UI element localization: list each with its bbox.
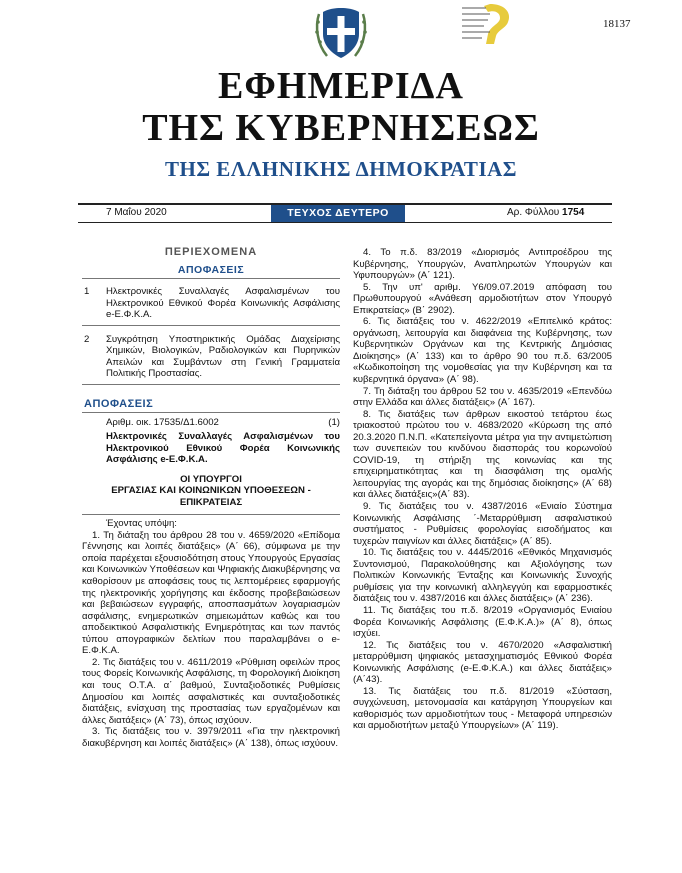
digital-signature-stamp-icon — [460, 0, 522, 46]
toc-item-text: Συγκρότηση Υποστηρικτικής Ομάδας Διαχείρισης Χημικών, Βιολογικών, Ραδιολογικών και Πυρηνικών Απειλών και Συμβάντων στη Γενική Γραμματεία Πολιτικής Προστασίας. — [106, 333, 340, 380]
decision-title: Ηλεκτρονικές Συναλλαγές Ασφαλισμένων του Ηλεκτρονικού Εθνικού Φορέα Κοινωνικής Ασφάλισης e-Ε.Φ.Κ.Α. — [106, 431, 340, 466]
authority-line: ΕΡΓΑΣΙΑΣ ΚΑΙ ΚΟΙΝΩΝΙΚΩΝ ΥΠΟΘΕΣΕΩΝ - — [111, 485, 311, 497]
masthead-republic: ΤΗΣ ΕΛΛΗΝΙΚΗΣ ΔΗΜΟΚΡΑΤΙΑΣ — [164, 157, 518, 181]
left-column — [82, 247, 340, 749]
sheet-number-label: Αρ. Φύλλου — [507, 207, 560, 218]
masthead-subtitle: ΤΗΣ ΚΥΒΕΡΝΗΣΕΩΣ — [142, 107, 540, 149]
issue-bar-bottom-rule — [78, 222, 612, 223]
toc-item-number: 2 — [84, 333, 90, 345]
masthead-title: ΕΦΗΜΕΡΙΔΑ — [218, 65, 464, 107]
toc-item-text: Ηλεκτρονικές Συναλλαγές Ασφαλισμένων του Ηλεκτρονικού Εθνικού Φορέα Κοινωνικής Ασφάλισης e-Ε.Φ.Κ.Α. — [106, 286, 340, 321]
recital-paragraph: 5. Την υπ' αριθμ. Υ6/09.07.2019 απόφαση του Πρωθυπουργού «Ανάθεση αρμοδιοτήτων στον Υπουργό Επικρατείας» (Β΄ 2902). — [353, 281, 612, 316]
recital-paragraph: 6. Τις διατάξεις του ν. 4622/2019 «Επιτελικό κράτος: οργάνωση, λειτουργία και διαφάνεια της Κυβέρνησης, των Κυβερνητικών Οργάνων και της Κεντρικής Δημόσιας Διοίκησης» (Α΄ 133) και το άρθρο 90 του π.δ. 63/2005 «Κωδικοποίηση της νομοθεσίας για την Κυβέρνηση και τα κυβερνητικά όργανα» (Α΄ 98). — [353, 316, 612, 386]
decision-reference-number: Αριθμ. οικ. 17535/Δ1.6002 — [106, 417, 219, 429]
recital-paragraph: 8. Τις διατάξεις των άρθρων εικοστού τετάρτου έως τριακοστού πρώτου του ν. 4683/2020 «Κύρωση της από 20.3.2020 Π.Ν.Π. «Κατεπείγοντα μέτρα για την αντιμετώπιση των συνεπειών του κινδύνου διασποράς του κορωνοϊού COVID-19, τη στήριξη της κοινωνίας και της επιχειρηματικότητας και τη διασφάλιση της ομαλής λειτουργίας της αγοράς και της δημόσιας διοίκησης» (Α΄ 68) και άλλες διατάξεις»(Α΄ 83). — [353, 408, 612, 501]
recital-paragraph: 2. Τις διατάξεις του ν. 4611/2019 «Ρύθμιση οφειλών προς τους Φορείς Κοινωνικής Ασφάλισης, τη Φορολογική Διοίκηση και τους Ο.Τ.Α. α΄ βαθμού, Συνταξιοδοτικές Ρυθμίσεις Δημοσίου και λοιπές ασφαλιστικές και συνταξιοδοτικές διατάξεις, ενίσχυση της προστασίας των εργαζομένων και άλλες διατάξεις» (Α΄ 73), όπως ισχύουν. — [82, 656, 340, 726]
sheet-number-value: 1754 — [562, 207, 585, 218]
recital-paragraph: 7. Τη διάταξη του άρθρου 52 του ν. 4635/2019 «Επενδύω στην Ελλάδα και άλλες διατάξεις» (Α΄ 167). — [353, 385, 612, 409]
toc-section-title: ΑΠΟΦΑΣΕΙΣ — [177, 263, 245, 276]
page-number: 18137 — [603, 18, 631, 30]
recital-paragraph: 1. Τη διάταξη του άρθρου 28 του ν. 4659/2020 «Επίδομα Γέννησης και λοιπές διατάξεις» (Α΄ 66), σύμφωνα με την οποία παρέχεται εξουσιοδότηση στους Υπουργούς Εργασίας και Κοινωνικών Υποθέσεων και Ψηφιακής Διακυβέρνησης να καθορίσουν με αποφάσεις τους τις λεπτομέρειες εφαρμογής της ηλεκτρονικής χορήγησης και έκδοσης προβεβαιώσεων και βεβαιώσεων εγγραφής, αποσπασμάτων λογαριασμών ασφάλισης, ενημερωτικών σημειωμάτων καθώς και του αποδεικτικού Ασφαλιστικής Ενημερότητας και των παντός τύπου απογραφικών δελτίων που παραλαμβάνει ο e-Ε.Φ.Κ.Α. — [82, 529, 340, 657]
toc-title: ΠΕΡΙΕΧΟΜΕΝΑ — [164, 246, 258, 258]
issue-date: 7 Μαΐου 2020 — [106, 207, 167, 218]
greek-coat-of-arms-icon — [313, 2, 369, 62]
right-column — [353, 247, 612, 732]
decision-ordinal: (1) — [328, 417, 340, 429]
recital-paragraph: 13. Τις διατάξεις του π.δ. 81/2019 «Σύσταση, συγχώνευση, μετονομασία και κατάργηση Υπουργείων και καθορισμός των αρμοδιοτήτων τους - Μεταφορά υπηρεσιών και αρμοδιοτήτων μεταξύ Υπουργείων» (Α΄ 119). — [353, 685, 612, 732]
recital-paragraph: 9. Τις διατάξεις του ν. 4387/2016 «Ενιαίο Σύστημα Κοινωνικής Ασφάλισης ΄-Μεταρρύθμιση ασφαλιστικού συστήματος - Ρυθμίσεις φορολογίας εισοδήματος και τυχερών παιγνίων και άλλες διατάξεις» (Α΄ 85). — [353, 501, 612, 547]
issuing-authority — [82, 474, 340, 509]
recital-paragraph: 11. Τις διατάξεις του π.δ. 8/2019 «Οργανισμός Ενιαίου Φορέα Κοινωνικής Ασφάλισης (Ε.Φ.Κ.Α.)» (Α΄ 8), όπως ισχύει. — [353, 604, 612, 640]
toc-section-header — [82, 265, 340, 280]
recital-paragraph: 12. Τις διατάξεις του ν. 4670/2020 «Ασφαλιστική μεταρρύθμιση ψηφιακός μετασχηματισμός Εθνικού Φορέα Κοινωνικής Ασφάλισης (e-Ε.Φ.Κ.Α.) και άλλες διατάξεις» (Α΄43). — [353, 639, 612, 686]
section-divider — [82, 514, 340, 515]
issue-series-badge: ΤΕΥΧΟΣ ΔΕΥΤΕΡΟ — [271, 205, 405, 222]
recital-paragraph: 3. Τις διατάξεις του ν. 3979/2011 «Για την ηλεκτρονική διακυβέρνηση και λοιπές διατάξεις» (Α΄ 138), όπως ισχύουν. — [82, 726, 340, 749]
recital-paragraph: 4. Το π.δ. 83/2019 «Διορισμός Αντιπροέδρου της Κυβέρνησης, Υπουργών, Αναπληρωτών Υπουργών και Υφυπουργών» (Α΄ 121). — [353, 247, 612, 282]
recital-paragraph: 10. Τις διατάξεις του ν. 4445/2016 «Εθνικός Μηχανισμός Συντονισμού, Παρακολούθησης και Αξιολόγησης των Πολιτικών Κοινωνικής Ένταξης και Κοινωνικής Συνοχής ρυθμίσεις για την κοινωνική αλληλεγγύη και εφαρμοστικές διατάξεις του ν. 4387/2016 και άλλες διατάξεις» (Α΄ 236). — [353, 547, 612, 605]
toc-item-number: 1 — [84, 286, 90, 298]
authority-line: ΟΙ ΥΠΟΥΡΓΟΙ — [180, 473, 242, 485]
sheet-number — [507, 207, 584, 218]
authority-line: ΕΠΙΚΡΑΤΕΙΑΣ — [179, 496, 243, 508]
toc-item[interactable] — [82, 332, 340, 385]
decisions-section-title: ΑΠΟΦΑΣΕΙΣ — [82, 399, 340, 414]
decision-reference — [82, 417, 340, 429]
preamble: Έχοντας υπόψη: — [106, 518, 177, 530]
toc-item[interactable] — [82, 284, 340, 326]
